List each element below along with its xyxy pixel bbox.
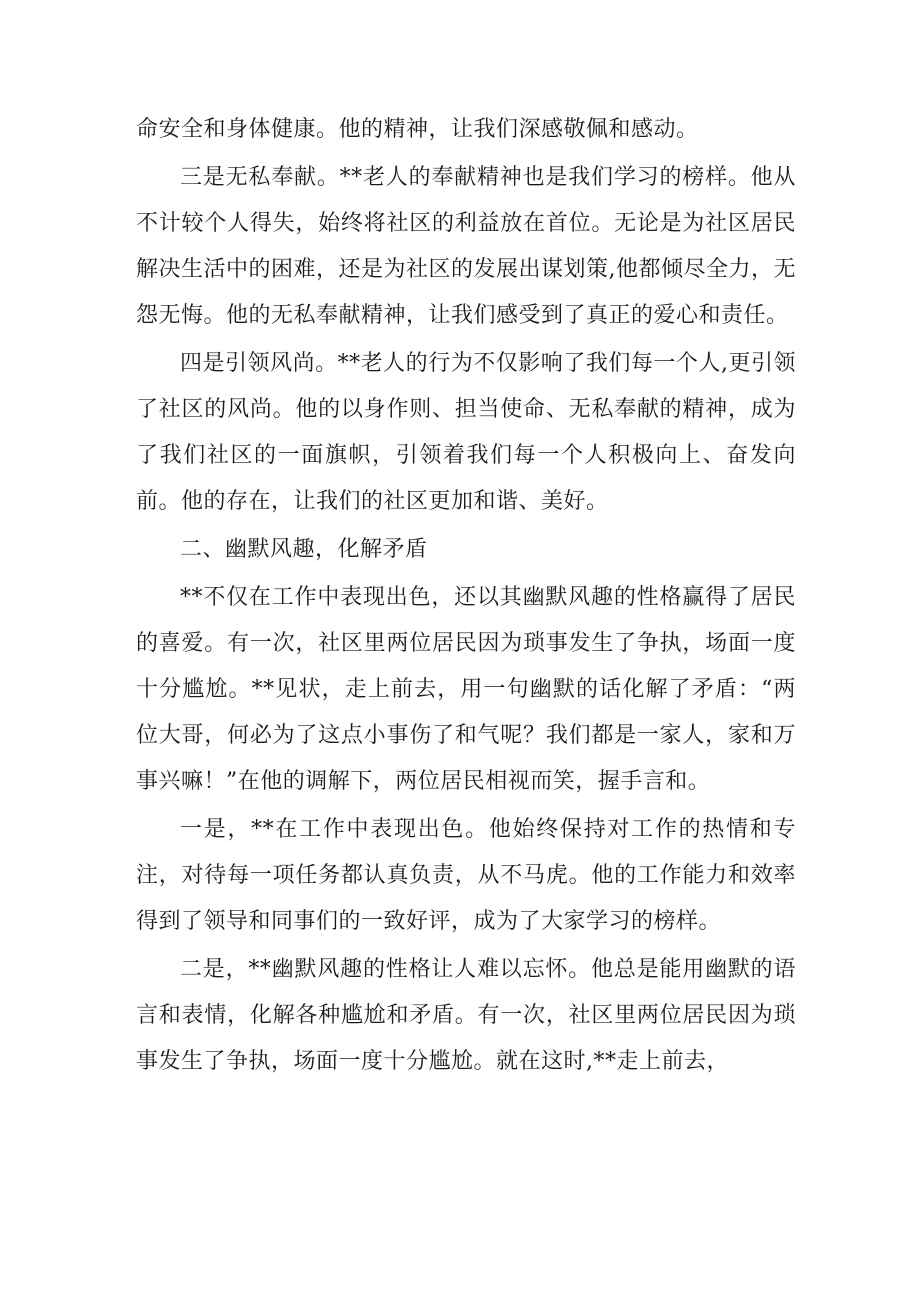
section-heading-humor: 二、幽默风趣，化解矛盾	[180, 537, 428, 562]
paragraph-point-two: 二是，**幽默风趣的性格让人难以忘怀。他总是能用幽默的语言和表情，化解各种尴尬和矛盾。有一次，社区里两位居民因为琐事发生了争执，场面一度十分尴尬。就在这时,**走上前去，	[136, 957, 796, 1074]
paragraph-selfless-dedication: 三是无私奉献。**老人的奉献精神也是我们学习的榜样。他从不计较个人得失，始终将社区的利益放在首位。无论是为社区居民解决生活中的困难，还是为社区的发展出谋划策,他都倾尽全力，无怨无悔。他的无私奉献精神，让我们感受到了真正的爱心和责任。	[136, 165, 796, 328]
paragraph-leading-trend: 四是引领风尚。**老人的行为不仅影响了我们每一个人,更引领了社区的风尚。他的以身作则、担当使命、无私奉献的精神，成为了我们社区的一面旗帜，引领着我们每一个人积极向上、奋发向前。他的存在，让我们的社区更加和谐、美好。	[136, 351, 796, 514]
document-body	[136, 107, 796, 1087]
paragraph-humor-story: **不仅在工作中表现出色，还以其幽默风趣的性格赢得了居民的喜爱。有一次，社区里两位居民因为琐事发生了争执，场面一度十分尴尬。**见状，走上前去，用一句幽默的话化解了矛盾：“两位大哥，何必为了这点小事伤了和气呢？我们都是一家人，家和万事兴嘛！”在他的调解下，两位居民相视而笑，握手言和。	[136, 585, 796, 794]
paragraph-continuation: 命安全和身体健康。他的精神，让我们深感敬佩和感动。	[136, 117, 699, 142]
paragraph-point-one: 一是，**在工作中表现出色。他始终保持对工作的热情和专注，对待每一项任务都认真负责，从不马虎。他的工作能力和效率得到了领导和同事们的一致好评，成为了大家学习的榜样。	[136, 817, 796, 934]
